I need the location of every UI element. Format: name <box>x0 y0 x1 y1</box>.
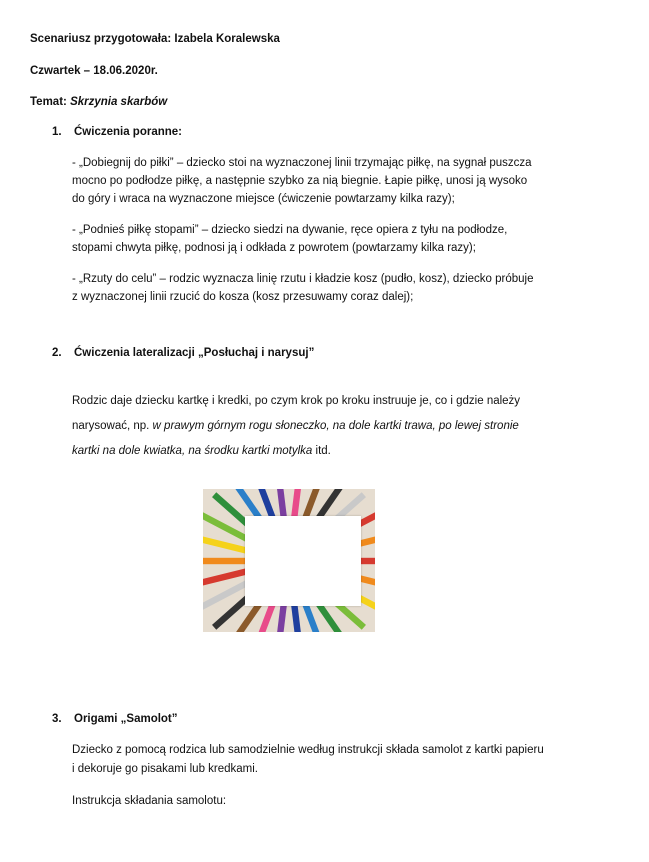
topic-value: Skrzynia skarbów <box>70 96 168 108</box>
exercise-2-line-1: - „Podnieś piłkę stopami” – dziecko siedzi na dywanie, ręce opiera z tyłu na podłodze, <box>72 224 508 236</box>
section-3-number: 3. <box>52 713 62 725</box>
section-3-instruction: Instrukcja składania samolotu: <box>72 795 227 807</box>
exercise-3-line-1: - „Rzuty do celu” – rodzic wyznacza linię rzutu i kładzie kosz (pudło, kosz), dziecko próbuje <box>72 273 534 285</box>
date-line: Czwartek – 18.06.2020r. <box>30 65 158 77</box>
topic-line <box>30 95 167 109</box>
pencils-frame-image <box>203 489 375 632</box>
section-2-number: 2. <box>52 347 62 359</box>
section-1-title: Ćwiczenia poranne: <box>74 126 182 138</box>
exercise-2-line-2: stopami chwyta piłkę, podnosi ją i odkłada z powrotem (powtarzamy kilka razy); <box>72 242 476 254</box>
exercise-1-line-3: do góry i wraca na wyznaczone miejsce (ćwiczenie powtarzamy kilka razy); <box>72 193 455 205</box>
section-2-para-line-2-plain: narysować, np. <box>72 420 153 432</box>
blank-white-frame <box>245 516 361 606</box>
section-2-para-line-3-plain: itd. <box>312 445 331 457</box>
section-2-para-line-2-italic: w prawym górnym rogu słoneczko, na dole kartki trawa, po lewej stronie <box>152 420 519 432</box>
topic-label: Temat: <box>30 96 67 108</box>
section-3-title: Origami „Samolot” <box>74 713 178 725</box>
section-2-title: Ćwiczenia lateralizacji „Posłuchaj i narysuj” <box>74 347 315 359</box>
section-2-para-line-1: Rodzic daje dziecku kartkę i kredki, po czym krok po kroku instruuje je, co i gdzie należy <box>72 395 521 407</box>
exercise-3-line-2: z wyznaczonej linii rzucić do kosza (kosz przesuwamy coraz dalej); <box>72 291 414 303</box>
exercise-1-line-2: mocno po podłodze piłkę, a następnie szybko za nią biegnie. Łapie piłkę, unosi ją wysoko <box>72 175 528 187</box>
section-3-para-line-2: i dekoruje go pisakami lub kredkami. <box>72 763 259 775</box>
section-3-para-line-1: Dziecko z pomocą rodzica lub samodzielnie według instrukcji składa samolot z kartki papieru <box>72 744 544 756</box>
section-2-para-line-2 <box>72 419 519 433</box>
exercise-1-line-1: - „Dobiegnij do piłki” – dziecko stoi na wyznaczonej linii trzymając piłkę, na sygnał puszcza <box>72 157 532 169</box>
section-2-para-line-3 <box>72 444 331 458</box>
author-line: Scenariusz przygotowała: Izabela Koralewska <box>30 33 280 45</box>
section-1-number: 1. <box>52 126 62 138</box>
section-2-para-line-3-italic: kartki na dole kwiatka, na środku kartki motylka <box>72 445 313 457</box>
